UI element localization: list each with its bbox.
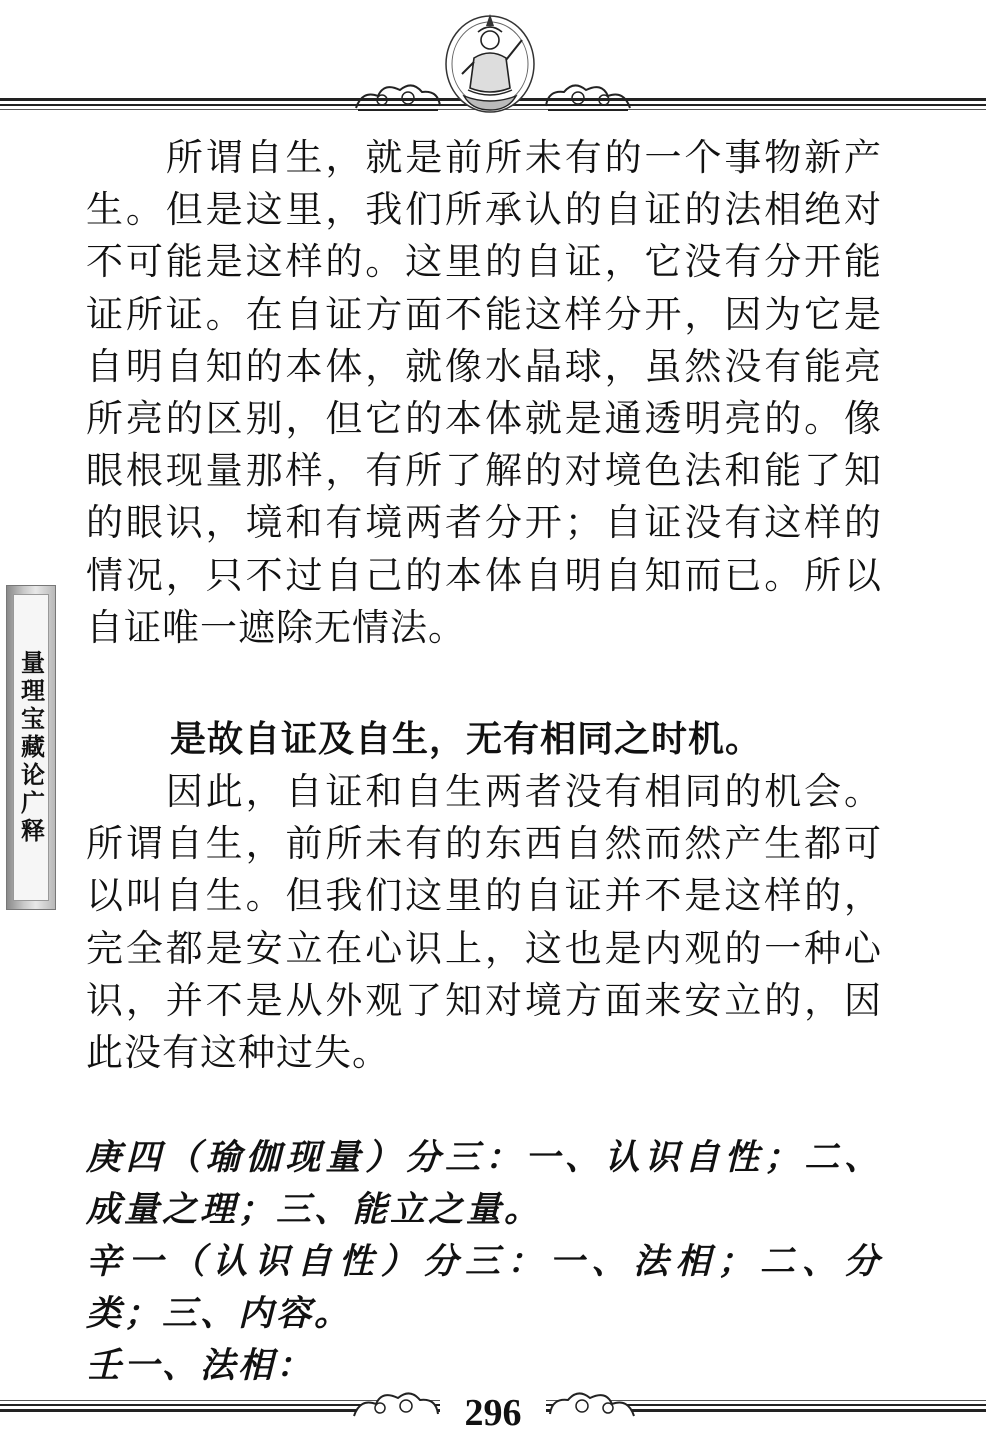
outline-heading-2: 辛一（认识自性）分三：一、法相；二、分类；三、内容。 <box>86 1242 882 1334</box>
verse-line: 是故自证及自生，无有相同之时机。 <box>170 719 763 760</box>
cloud-left-icon <box>352 78 444 114</box>
cloud-right-icon <box>542 78 634 114</box>
side-tab <box>6 585 56 910</box>
page-number-box <box>440 1388 546 1438</box>
main-paragraph-block <box>86 132 882 654</box>
paragraph: 所谓自生，就是前所未有的一个事物新产生。但是这里，我们所承认的自证的法相绝对不可能是这样的。这里的自证，它没有分开能证所证。在自证方面不能这样分开，因为它是自明自知的本体，就像水晶球，虽然没有能亮所亮的区别，但它的本体就是通透明亮的。像眼根现量那样，有所了解的对境色法和能了知的眼识，境和有境两者分开；自证没有这样的情况，只不过自己的本体自明自知而已。所以自证唯一遮除无情法。 <box>86 136 882 649</box>
footer-cloud-left-icon <box>350 1386 442 1422</box>
outline-heading-1: 庚四（瑜伽现量）分三：一、认识自性；二、成量之理；三、能立之量。 <box>86 1138 882 1230</box>
deity-figure-icon <box>438 10 542 114</box>
side-tab-title: 量理宝藏论广释 <box>16 649 45 846</box>
commentary-paragraph: 因此，自证和自生两者没有相同的机会。所谓自生，前所未有的东西自然而然产生都可以叫自生。但我们这里的自证并不是这样的，完全都是安立在心识上，这也是内观的一种心识，并不是从外观了知对境方面来安立的，因此没有这种过失。 <box>86 770 882 1075</box>
commentary-block <box>86 766 882 1079</box>
outline-heading-3: 壬一、法相： <box>86 1346 315 1386</box>
page-number: 296 <box>464 1392 522 1434</box>
footer-cloud-right-icon <box>546 1386 638 1422</box>
outline-block <box>86 1132 882 1392</box>
